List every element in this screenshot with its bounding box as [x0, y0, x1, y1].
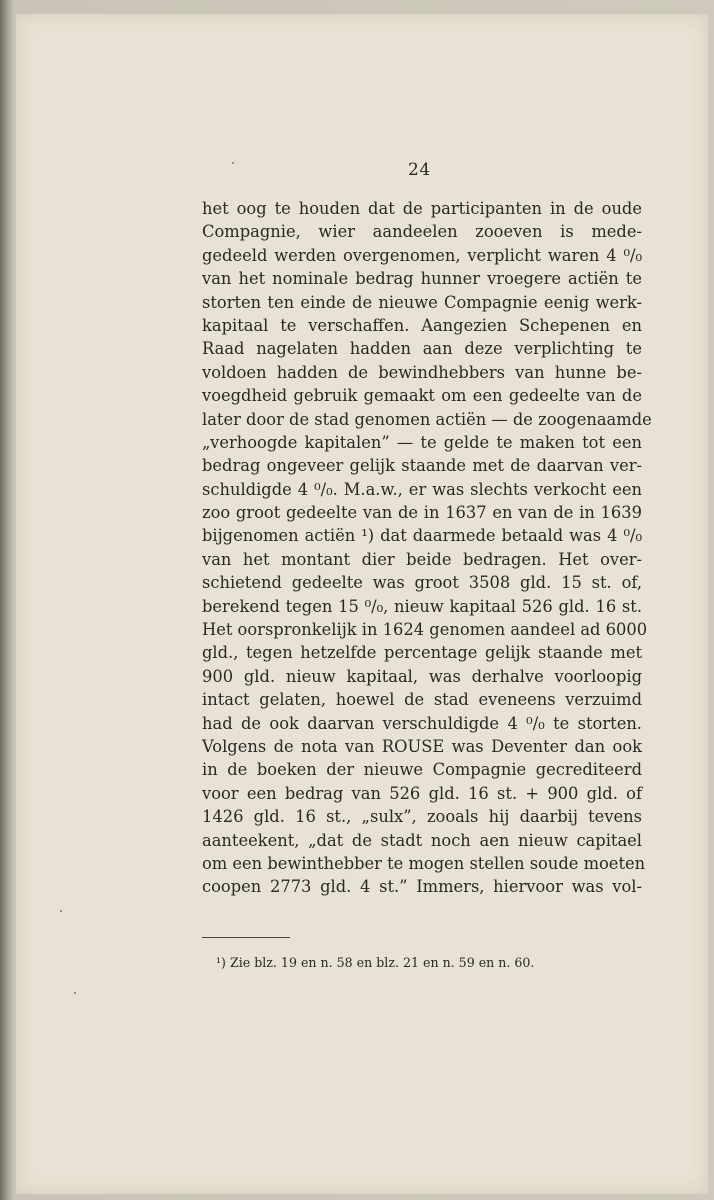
text-line: voegdheid gebruik gemaakt om een gedeelte van de	[202, 386, 642, 406]
text-line: in de boeken der nieuwe Compagnie gecrediteerd	[202, 760, 642, 780]
text-line: voldoen hadden de bewindhebbers van hunne be-	[202, 362, 642, 382]
text-line: bedrag ongeveer gelijk staande met de daarvan ver-	[202, 456, 642, 476]
footnote-divider	[202, 937, 290, 938]
text-line: schietend gedeelte was groot 3508 gld. 15 st. of,	[202, 573, 642, 593]
text-line: intact gelaten, hoewel de stad eveneens verzuimd	[202, 690, 642, 710]
text-line: het oog te houden dat de participanten in de oude	[202, 199, 642, 218]
text-line: schuldigde 4 ⁰/₀. M.a.w., er was slechts verkocht een	[202, 479, 642, 499]
text-line: gld., tegen hetzelfde percentage gelijk staande met	[202, 643, 642, 663]
text-line: 1426 gld. 16 st., „sulx”, zooals hij daarbij tevens	[202, 807, 642, 827]
text-line: „verhoogde kapitalen” — te gelde te maken tot een	[202, 432, 642, 452]
text-line: Volgens de nota van ROUSE was Deventer dan ook	[202, 736, 642, 756]
text-line: coopen 2773 gld. 4 st.” Immers, hiervoor was vol-	[202, 877, 642, 897]
text-line: zoo groot gedeelte van de in 1637 en van de in 1639	[202, 503, 642, 523]
text-line: 900 gld. nieuw kapitaal, was derhalve voorloopig	[202, 666, 642, 686]
text-line: storten ten einde de nieuwe Compagnie eenig werk-	[202, 292, 642, 312]
paper-speck	[60, 910, 62, 912]
text-line: aanteekent, „dat de stadt noch aen nieuw capitael	[202, 830, 642, 850]
text-line: Raad nagelaten hadden aan deze verplichting te	[202, 339, 642, 359]
text-line: voor een bedrag van 526 gld. 16 st. + 900 gld. of	[202, 783, 642, 803]
text-line: om een bewinthebber te mogen stellen soude moeten	[202, 853, 646, 873]
text-line: berekend tegen 15 ⁰/₀, nieuw kapitaal 526 gld. 16 st.	[202, 596, 642, 616]
text-line: kapitaal te verschaffen. Aangezien Schepenen en	[202, 315, 642, 335]
text-line: Compagnie, wier aandeelen zooeven is mede-	[202, 222, 642, 242]
text-line: later door de stad genomen actiën — de zoogenaamde	[202, 409, 652, 429]
page-number: 24	[408, 160, 431, 180]
text-line: Het oorspronkelijk in 1624 genomen aandeel ad 6000	[202, 620, 648, 640]
text-line: bijgenomen actiën ¹) dat daarmede betaald was 4 ⁰/₀	[202, 526, 642, 546]
body-text	[202, 197, 652, 899]
text-line: gedeeld werden overgenomen, verplicht waren 4 ⁰/₀	[202, 245, 642, 265]
text-line: had de ook daarvan verschuldigde 4 ⁰/₀ te storten.	[202, 713, 642, 733]
paper-speck	[232, 162, 234, 164]
paper-speck	[74, 992, 76, 994]
footnote: ¹) Zie blz. 19 en n. 58 en blz. 21 en n. 59 en n. 60.	[216, 955, 535, 970]
text-line: van het montant dier beide bedragen. Het over-	[202, 549, 642, 569]
text-line: van het nominale bedrag hunner vroegere actiën te	[202, 269, 642, 289]
